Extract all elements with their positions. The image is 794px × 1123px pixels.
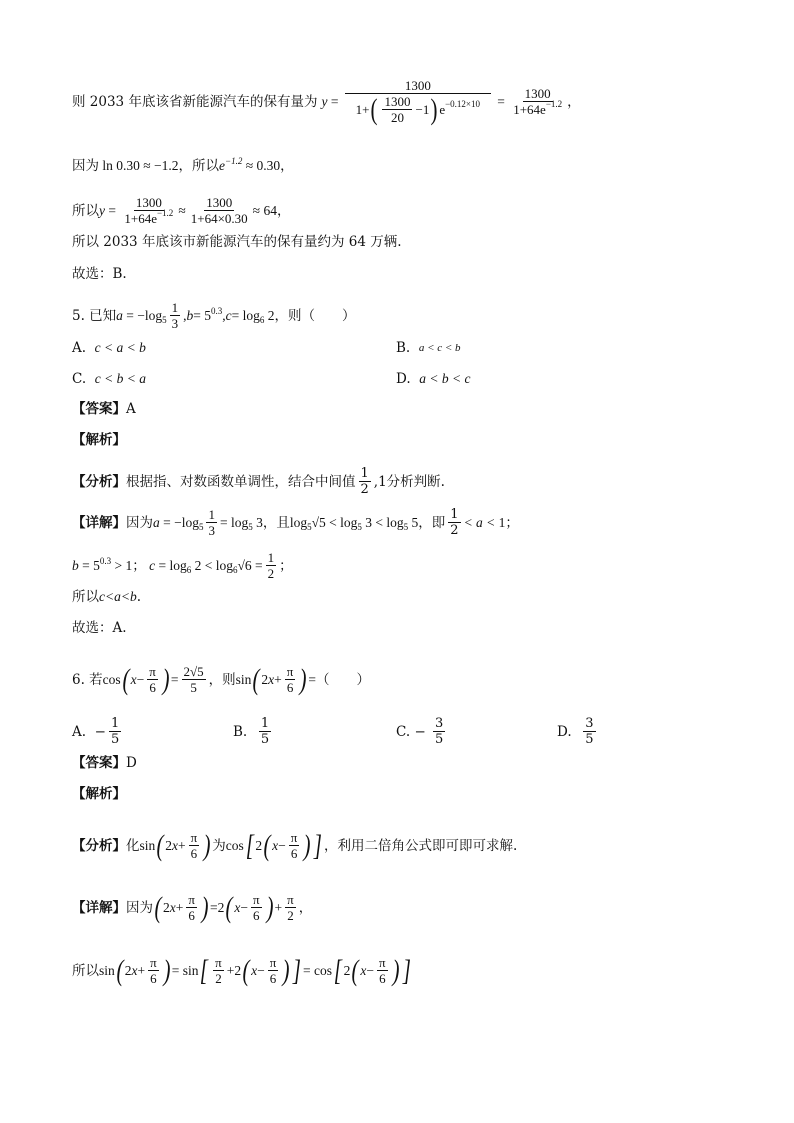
q5-choice-b-label: B. xyxy=(396,340,411,356)
q6-xiangjie-tag: 【详解】 xyxy=(72,899,126,916)
q5-answer-tag: 【答案】 xyxy=(72,401,126,417)
q6-choice-a-label: A. xyxy=(72,723,87,740)
q6-xiangjie-text1: 因为 xyxy=(126,899,153,916)
q6-choice-a: A. − $\frac{1}{5}$ xyxy=(72,716,120,747)
q6-answer-value: D xyxy=(126,755,137,771)
q5-choice-d-label: D. xyxy=(396,371,411,387)
q5-suffix: ，则（ ） xyxy=(274,307,356,324)
intro-line2-prefix: 因为 xyxy=(72,158,99,174)
q6-choice-b-label: B. xyxy=(233,723,248,740)
q6-choice-b: B. $\frac{1}{5}$ xyxy=(233,716,270,747)
q5-choice-b xyxy=(396,338,461,358)
intro-line4-text: 所以 2033 年底该市新能源汽车的保有量约为 64 万辆. xyxy=(72,234,402,250)
q5-choice-a-text: c < a < b xyxy=(94,340,146,355)
q5-xiangjie-formula1: a = $-\log_5$ $\frac{1}{3}$ = $\log_5 3$ xyxy=(153,507,263,538)
q6-choice-d-label: D. xyxy=(557,723,572,740)
q6-last: 所以 sin ( 2 x + $\frac{\pi}{6}$ ) = sin [ $\frac{\pi}{2}$ +2 ( x − $\frac{\pi}{6}$ ) ] = cos [ 2 ( x − $\frac{\pi}{6}$ ) ] xyxy=(72,953,411,987)
q5-formula: a = $-\log_5$ $\frac{1}{3}$ , b = $5^{0.3}$, c = $\log_6 2$ xyxy=(116,300,275,331)
q5-fenxi-text1: 根据指、对数函数单调性，结合中间值 xyxy=(126,473,356,490)
q5-xiangjie-formula2: $\log_5√5 < \log_5 3 < \log_5 5$ xyxy=(289,514,419,532)
q5-conclusion: 所以 c<a<b . xyxy=(72,589,142,605)
intro-line2-middle: ，所以 xyxy=(178,158,220,174)
q6-prefix: 6. 若 xyxy=(72,671,103,688)
q6-analysis-tag: 【解析】 xyxy=(72,786,126,802)
q5-choice-d-text: a < b < c xyxy=(419,371,471,386)
q6-last-prefix: 所以 xyxy=(72,962,99,979)
q5-fenxi-text2: ,1分析判断. xyxy=(373,473,445,490)
q5-choice-c xyxy=(72,369,146,389)
q5-xiangjie-formula3: b = $5^{0.3} > 1$； c = $\log_6 2 < \log_6√6$ = $\frac{1}{2}$ ； xyxy=(72,550,293,581)
q6-fenxi-text1: 化 xyxy=(126,837,140,854)
q5-choice-a-label: A. xyxy=(72,340,87,356)
intro-line5-text: 故选：B. xyxy=(72,266,127,282)
q5-xiangjie-text3: ，即 xyxy=(418,514,446,531)
q5-xiangjie: 【详解】 因为 a = $-\log_5$ $\frac{1}{3}$ = $\log_5 3$ ，且 $\log_5√5 < \log_5 3 < \log_5 5$ ，即 $\frac{1}{2}$ < a < 1； xyxy=(72,507,519,538)
formula-y: y = 1300 1+ ( $\frac{1300}{20}$ −1 ) e −0.12×10 = $\frac{1300}{1+64e^{-1.2}}$ ， xyxy=(321,78,581,126)
q5-analysis-tag: 【解析】 xyxy=(72,432,126,448)
q6-middle: ，则 xyxy=(208,671,236,688)
q5-xiangjie-text1: 因为 xyxy=(126,514,153,531)
q5-stem xyxy=(72,300,356,331)
intro-line-1 xyxy=(72,78,581,125)
q6-answer-tag: 【答案】 xyxy=(72,755,126,771)
q6-answer xyxy=(72,753,137,773)
q6-fenxi-tag: 【分析】 xyxy=(72,837,126,854)
q5-choice-a xyxy=(72,338,146,358)
formula-y-approx: y = $\frac{1300}{1+64e^{-1.2}}$ ≈ $\frac{1300}{1+64\times 0.30}$ ≈ 64， xyxy=(99,195,291,226)
q5-xiangjie-text2: ，且 xyxy=(262,514,290,531)
formula-ln: ln 0.30 ≈ −1.2 xyxy=(102,158,179,173)
q6-fenxi-text2: 为 xyxy=(212,837,226,854)
q5-answer xyxy=(72,399,136,419)
q6-stem xyxy=(72,664,370,695)
q5-fenxi: 【分析】 根据指、对数函数单调性，结合中间值 $\frac{1}{2}$ ,1分析判断. xyxy=(72,466,445,497)
q5-choice-c-text: c < b < a xyxy=(94,371,146,386)
formula-e-approx: $e^{-1.2} \approx 0.30$ xyxy=(219,156,281,173)
q6-xiangjie: 【详解】 因为 ( 2 x + $\frac{\pi}{6}$ ) =2 ( x − $\frac{\pi}{6}$ ) + $\frac{\pi}{2}$ ， xyxy=(72,890,313,924)
intro-line-2: 因为 ln 0.30 ≈ −1.2 ，所以 $e^{-1.2} \approx 0.30$ ， xyxy=(72,156,294,174)
q6-choice-c: C. − $\frac{3}{5}$ xyxy=(396,716,444,747)
q6-formula2: sin ( 2 x + $\frac{\pi}{6}$ ) = xyxy=(235,662,316,696)
q6-suffix: （ ） xyxy=(315,671,370,688)
q5-xiangjie-tag: 【详解】 xyxy=(72,514,126,531)
q5-choice-d xyxy=(396,369,470,389)
q5-final xyxy=(72,618,127,638)
q5-analysis xyxy=(72,430,126,450)
q5-xiangjie-line2 xyxy=(72,550,293,581)
q5-choice-c-label: C. xyxy=(72,371,87,387)
q5-prefix: 5. 已知 xyxy=(72,307,117,324)
q5-fenxi-tag: 【分析】 xyxy=(72,473,126,490)
intro-line-3 xyxy=(72,195,290,226)
q6-formula1: cos ( x − $\frac{\pi}{6}$ ) = $\frac{2√5}{5}$ xyxy=(102,662,204,696)
q5-choice-b-text: a < c < b xyxy=(418,342,461,354)
intro-line3-prefix: 所以 xyxy=(72,202,99,219)
q6-choice-d: D. $\frac{3}{5}$ xyxy=(557,716,594,747)
intro-line-5 xyxy=(72,264,127,284)
intro-line1-prefix: 则 2033 年底该省新能源汽车的保有量为 xyxy=(72,93,318,110)
q5-answer-value: A xyxy=(126,401,136,417)
q6-fenxi: 【分析】 化 sin ( 2 x + $\frac{\pi}{6}$ ) 为 cos [ 2 ( x − $\frac{\pi}{6}$ ) ] ，利用二倍角公式即可即可求解. xyxy=(72,828,518,862)
intro-line-4 xyxy=(72,232,402,252)
q6-analysis xyxy=(72,784,126,804)
q6-fenxi-text3: ，利用二倍角公式即可即可求解. xyxy=(324,837,518,854)
q5-final-text: 故选：A. xyxy=(72,620,127,636)
q6-choice-c-label: C. xyxy=(396,723,411,740)
q5-conclusion-prefix: 所以 xyxy=(72,589,99,605)
